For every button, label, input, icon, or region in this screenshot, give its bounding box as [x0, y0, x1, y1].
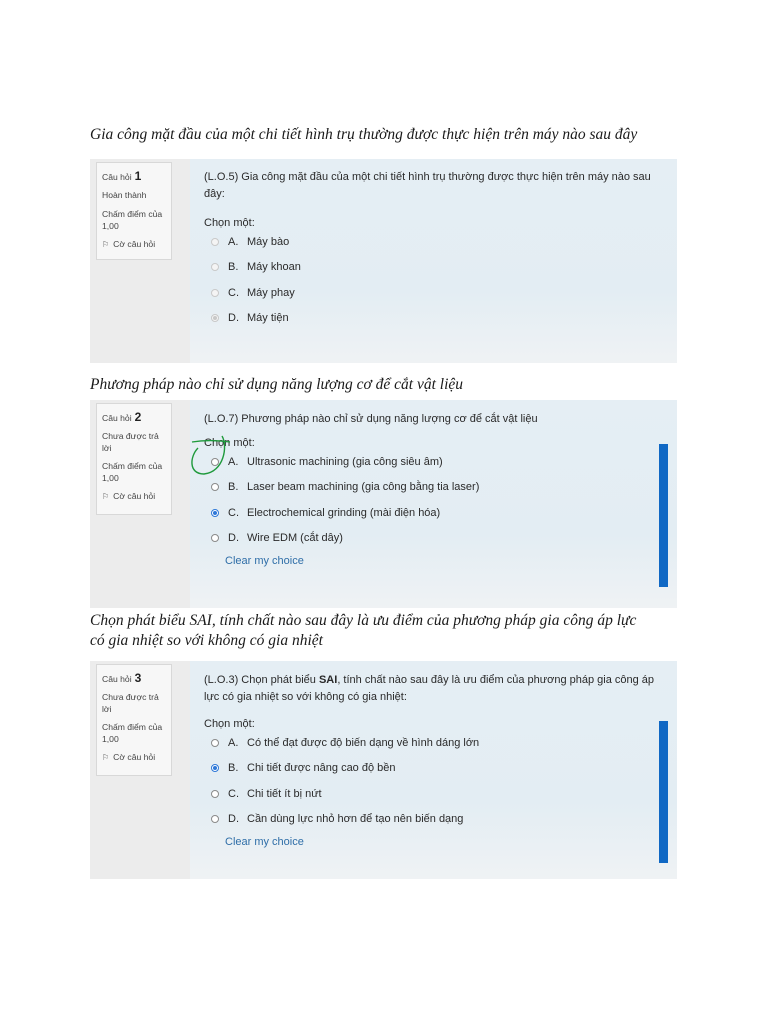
grade-label: Chấm điểm của: [102, 722, 163, 732]
choose-one-prompt: Chọn một:: [204, 217, 255, 229]
grade-value: 1,00: [102, 221, 119, 231]
options-list: [204, 449, 663, 551]
question-number: 2: [134, 410, 142, 424]
option-letter: D.: [228, 813, 239, 826]
option-letter: B.: [228, 481, 239, 494]
question-info-panel: [96, 403, 172, 515]
question-info-panel: [96, 162, 172, 260]
radio-icon[interactable]: [211, 289, 219, 297]
question-status: Chưa được trả: [102, 431, 159, 441]
grade-label: Chấm điểm của: [102, 209, 163, 219]
option-b[interactable]: [204, 756, 663, 782]
option-text: Máy tiện: [247, 312, 289, 325]
option-text: Ultrasonic machining (gia công siêu âm): [247, 455, 443, 468]
option-letter: C.: [228, 286, 239, 299]
option-a[interactable]: [204, 229, 663, 255]
radio-icon[interactable]: [211, 483, 219, 491]
option-letter: B.: [228, 762, 239, 775]
radio-icon-selected[interactable]: [211, 509, 219, 517]
question-text-bold: SAI: [318, 674, 338, 686]
question-content: [190, 661, 677, 879]
grade-label: Chấm điểm của: [102, 461, 163, 471]
options-list: [204, 730, 663, 832]
flag-label: Cờ câu hỏi: [113, 491, 156, 501]
option-text: Máy bào: [247, 235, 290, 248]
scrollbar-thumb[interactable]: [659, 444, 668, 587]
option-text: Cần dùng lực nhỏ hơn để tạo nên biến dạng: [247, 813, 464, 826]
flag-icon: ⚐: [102, 752, 110, 762]
option-text: Laser beam machining (gia công bằng tia laser): [247, 481, 480, 494]
options-list: [204, 229, 663, 331]
question-content: [190, 159, 677, 363]
scrollbar-thumb[interactable]: [659, 721, 668, 863]
option-letter: C.: [228, 506, 239, 519]
flag-question-link[interactable]: [102, 239, 166, 249]
radio-icon-selected[interactable]: [211, 764, 219, 772]
question-label: Câu hỏi: [102, 172, 132, 182]
question-label: Câu hỏi: [102, 674, 132, 684]
option-d[interactable]: [204, 526, 663, 552]
option-b[interactable]: [204, 475, 663, 501]
option-c[interactable]: [204, 781, 663, 807]
option-c[interactable]: [204, 280, 663, 306]
option-text: Chi tiết được nâng cao độ bền: [247, 762, 396, 775]
question-text-line2: đây:: [204, 188, 225, 200]
question-text-pre: (L.O.3) Chọn phát biểu: [204, 674, 319, 686]
option-letter: A.: [228, 235, 239, 248]
annotation-circle-icon: [182, 420, 246, 476]
option-d[interactable]: [204, 807, 663, 833]
question-info-panel: [96, 664, 172, 776]
radio-icon[interactable]: [211, 534, 219, 542]
choose-one-prompt: Chọn một:: [204, 437, 255, 449]
question-heading-2: Phương pháp nào chỉ sử dụng năng lượng cơ để cắt vật liệu: [90, 376, 464, 393]
option-text: Wire EDM (cắt dây): [247, 532, 343, 545]
choose-one-prompt: Chọn một:: [204, 718, 255, 730]
option-letter: A.: [228, 736, 239, 749]
grade-value: 1,00: [102, 473, 119, 483]
flag-label: Cờ câu hỏi: [113, 752, 156, 762]
flag-question-link[interactable]: [102, 491, 166, 501]
option-a[interactable]: [204, 449, 663, 475]
flag-icon: ⚐: [102, 239, 110, 249]
question-text-line2: lực có gia nhiệt so với không có gia nhiệt:: [204, 691, 407, 703]
question-number: 1: [134, 169, 142, 183]
option-letter: A.: [228, 455, 239, 468]
question-text: (L.O.7) Phương pháp nào chỉ sử dụng năng lượng cơ để cắt vật liệu: [204, 413, 538, 425]
option-c[interactable]: [204, 500, 663, 526]
flag-icon: ⚐: [102, 491, 110, 501]
option-text: Chi tiết ít bị nứt: [247, 787, 322, 800]
option-d[interactable]: [204, 306, 663, 332]
option-text: Máy phay: [247, 286, 295, 299]
quiz-screenshot-3: [90, 661, 677, 879]
option-a[interactable]: [204, 730, 663, 756]
radio-icon[interactable]: [211, 238, 219, 246]
grade-value: 1,00: [102, 734, 119, 744]
question-label: Câu hỏi: [102, 413, 132, 423]
radio-icon[interactable]: [211, 739, 219, 747]
quiz-screenshot-2: [90, 400, 677, 608]
question-content: [190, 400, 677, 608]
radio-icon[interactable]: [211, 790, 219, 798]
option-letter: B.: [228, 261, 239, 274]
quiz-screenshot-1: [90, 159, 677, 363]
flag-question-link[interactable]: [102, 752, 166, 762]
radio-icon[interactable]: [211, 815, 219, 823]
radio-icon-selected[interactable]: [211, 314, 219, 322]
option-b[interactable]: [204, 255, 663, 281]
question-status: Chưa được trả: [102, 692, 159, 702]
option-letter: C.: [228, 787, 239, 800]
radio-icon[interactable]: [211, 263, 219, 271]
question-heading-3: Chọn phát biểu SAI, tính chất nào sau đây là ưu điểm của phương pháp gia công áp lực: [90, 612, 637, 629]
option-text: Máy khoan: [247, 261, 301, 274]
clear-choice-link[interactable]: Clear my choice: [225, 555, 304, 567]
clear-choice-link[interactable]: Clear my choice: [225, 836, 304, 848]
question-text-post: , tính chất nào sau đây là ưu điểm của phương pháp gia công áp: [337, 674, 655, 686]
option-text: Có thể đạt được độ biến dạng về hình dáng lớn: [247, 736, 480, 749]
option-letter: D.: [228, 532, 239, 545]
flag-label: Cờ câu hỏi: [113, 239, 156, 249]
question-number: 3: [134, 671, 142, 685]
question-status: Hoàn thành: [102, 190, 147, 200]
question-status-cont: lời: [102, 704, 112, 714]
question-status-cont: lời: [102, 443, 112, 453]
option-letter: D.: [228, 312, 239, 325]
question-heading-1: Gia công mặt đầu của một chi tiết hình trụ thường được thực hiện trên máy nào sau đây: [90, 126, 638, 143]
question-text-line1: (L.O.5) Gia công mặt đầu của một chi tiết hình trụ thường được thực hiện trên máy nào sau: [204, 171, 651, 183]
question-heading-3-cont: có gia nhiệt so với không có gia nhiệt: [90, 632, 323, 649]
option-text: Electrochemical grinding (mài điện hóa): [247, 506, 441, 519]
